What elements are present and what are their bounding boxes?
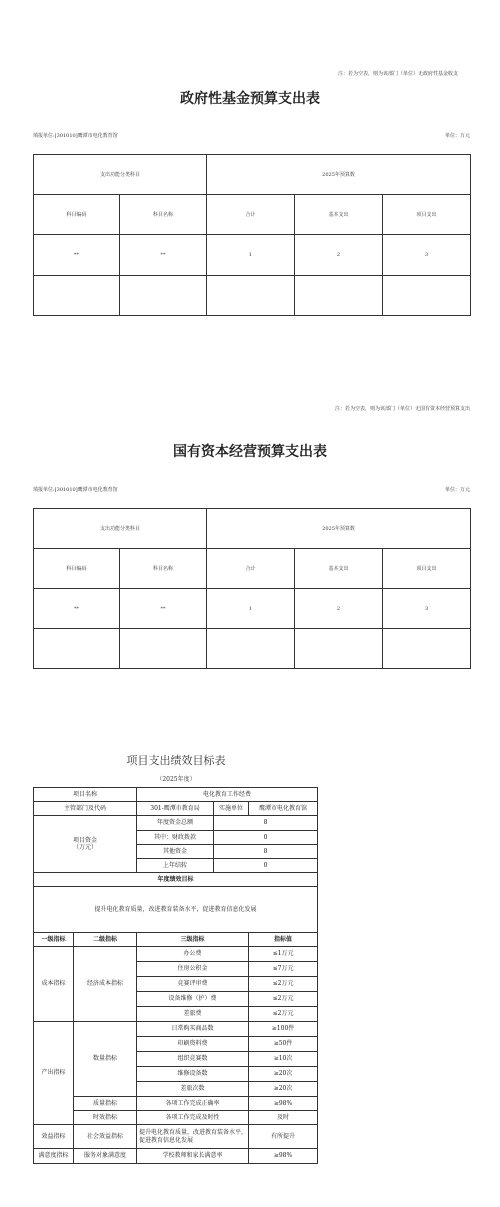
section1-table <box>33 154 471 316</box>
section1-title: 政府性基金预算支出表 <box>180 91 320 107</box>
quality-item-name: 各项工作完成正确率 <box>137 1097 249 1111</box>
funds-item-label: 年度资金总额 <box>137 816 214 831</box>
header-budget: 2025年预算数 <box>207 509 471 549</box>
empty-cell <box>120 629 207 669</box>
quantity-label: 数量指标 <box>74 1022 137 1097</box>
col-code: 科目编码 <box>34 195 120 235</box>
empty-cell <box>120 276 207 316</box>
index-cell: 1 <box>207 589 295 629</box>
quantity-item-name: 印刷资料费 <box>137 1037 249 1052</box>
quantity-item-value: ≥50件 <box>249 1037 318 1052</box>
impl-label: 实施单位 <box>214 802 249 816</box>
annual-goal-text: 提升电化教育质量，改进教育装备水平，促进教育信息化发展 <box>34 887 318 933</box>
header-budget: 2025年预算数 <box>207 155 471 195</box>
empty-cell <box>34 629 120 669</box>
quantity-item-value: ≥10次 <box>249 1052 318 1067</box>
cost-item-name: 办公费 <box>137 947 249 962</box>
cost-item-name: 竞赛评审费 <box>137 977 249 992</box>
funds-item-value: 8 <box>214 816 318 831</box>
section2-unit-label: 填报单位:[301010]鹰潭市电化教育馆 <box>33 487 118 493</box>
index-cell: 1 <box>207 235 295 276</box>
quality-label: 质量指标 <box>74 1097 137 1111</box>
section1-note: 注：若为空表，则为该部门（单位）无政府性基金收支 <box>337 71 458 77</box>
index-cell: 2 <box>295 589 383 629</box>
index-cell: 3 <box>383 235 471 276</box>
col-basic: 基本支出 <box>295 549 383 589</box>
empty-cell <box>295 276 383 316</box>
quantity-item-name: 组织竞赛数 <box>137 1052 249 1067</box>
ind-header-level1: 一级指标 <box>34 933 74 947</box>
col-total: 合计 <box>207 549 295 589</box>
empty-cell <box>383 276 471 316</box>
quality-item-value: ≥98% <box>249 1097 318 1111</box>
empty-cell <box>207 276 295 316</box>
funds-item-value: 0 <box>214 831 318 845</box>
section2-currency: 单位：万元 <box>444 487 470 493</box>
quantity-item-value: ≥20次 <box>249 1082 318 1097</box>
index-cell: ** <box>120 589 207 629</box>
section2-table <box>33 508 471 669</box>
funds-label: 项目资金 （万元） <box>34 816 137 873</box>
header-category: 支出功能分类科目 <box>34 155 207 195</box>
col-project: 项目支出 <box>383 195 471 235</box>
quantity-item-value: ≥100件 <box>249 1022 318 1037</box>
time-item-value: 及时 <box>249 1111 318 1125</box>
time-item-name: 各项工作完成及时性 <box>137 1111 249 1125</box>
index-cell: ** <box>34 589 120 629</box>
project-name: 电化教育工作经费 <box>137 788 318 802</box>
cost-item-value: ≤2万元 <box>249 977 318 992</box>
satisfaction-level1: 满意度指标 <box>34 1149 74 1164</box>
dept-label: 主管部门及代码 <box>34 802 137 816</box>
benefit-item-value: 有所提升 <box>249 1125 318 1149</box>
quantity-item-value: ≥20次 <box>249 1067 318 1082</box>
time-label: 时效指标 <box>74 1111 137 1125</box>
ind-header-value: 指标值 <box>249 933 318 947</box>
section1-currency: 单位：万元 <box>444 133 470 139</box>
satisfaction-item-value: ≥98% <box>249 1149 318 1164</box>
section3-year: （2025年度） <box>156 776 196 783</box>
performance-table <box>33 787 318 1164</box>
funds-item-label: 上年结转 <box>137 859 214 873</box>
benefit-level1: 效益指标 <box>34 1125 74 1149</box>
satisfaction-level2: 服务对象满意度 <box>74 1149 137 1164</box>
cost-item-value: ≤7万元 <box>249 962 318 977</box>
benefit-item-name: 提升电化教育质量，改进教育装备水平，促进教育信息化发展 <box>137 1125 249 1149</box>
col-code: 科目编码 <box>34 549 120 589</box>
funds-item-value: 8 <box>214 845 318 859</box>
funds-item-value: 0 <box>214 859 318 873</box>
ind-header-level2: 二级指标 <box>74 933 137 947</box>
empty-cell <box>383 629 471 669</box>
section1-unit-label: 填报单位:[301010]鹰潭市电化教育馆 <box>33 133 118 139</box>
satisfaction-item-name: 学校教师和家长满意率 <box>137 1149 249 1164</box>
project-name-label: 项目名称 <box>34 788 137 802</box>
quantity-item-name: 日常购买商品数 <box>137 1022 249 1037</box>
header-category: 支出功能分类科目 <box>34 509 207 549</box>
funds-item-label: 其他资金 <box>137 845 214 859</box>
col-name: 科目名称 <box>120 549 207 589</box>
quantity-item-name: 维修设备数 <box>137 1067 249 1082</box>
quantity-item-name: 差旅次数 <box>137 1082 249 1097</box>
benefit-level2: 社会效益指标 <box>74 1125 137 1149</box>
output-level1: 产出指标 <box>34 1022 74 1125</box>
cost-item-name: 住房公积金 <box>137 962 249 977</box>
empty-cell <box>34 276 120 316</box>
index-cell: ** <box>120 235 207 276</box>
index-cell: ** <box>34 235 120 276</box>
col-total: 合计 <box>207 195 295 235</box>
col-basic: 基本支出 <box>295 195 383 235</box>
funds-item-label: 其中：财政拨款 <box>137 831 214 845</box>
cost-item-value: ≤2万元 <box>249 992 318 1007</box>
dept-value: 301-鹰潭市教育局 <box>137 802 214 816</box>
empty-cell <box>207 629 295 669</box>
cost-item-name: 设备维修（护）费 <box>137 992 249 1007</box>
section3-title: 项目支出绩效目标表 <box>126 754 226 767</box>
cost-item-value: ≤1万元 <box>249 947 318 962</box>
cost-level2: 经济成本指标 <box>74 947 137 1022</box>
index-cell: 3 <box>383 589 471 629</box>
col-project: 项目支出 <box>383 549 471 589</box>
cost-level1: 成本指标 <box>34 947 74 1022</box>
empty-cell <box>295 629 383 669</box>
ind-header-level3: 三级指标 <box>137 933 249 947</box>
cost-item-name: 差旅费 <box>137 1007 249 1022</box>
section2-title: 国有资本经营预算支出表 <box>173 444 327 460</box>
cost-item-value: ≤2万元 <box>249 1007 318 1022</box>
impl-value: 鹰潭市电化教育馆 <box>249 802 318 816</box>
col-name: 科目名称 <box>120 195 207 235</box>
annual-goal-label: 年度绩效目标 <box>34 873 318 887</box>
section2-note: 注：若为空表，则为该部门（单位）无国有资本经营预算支出 <box>334 406 470 412</box>
index-cell: 2 <box>295 235 383 276</box>
